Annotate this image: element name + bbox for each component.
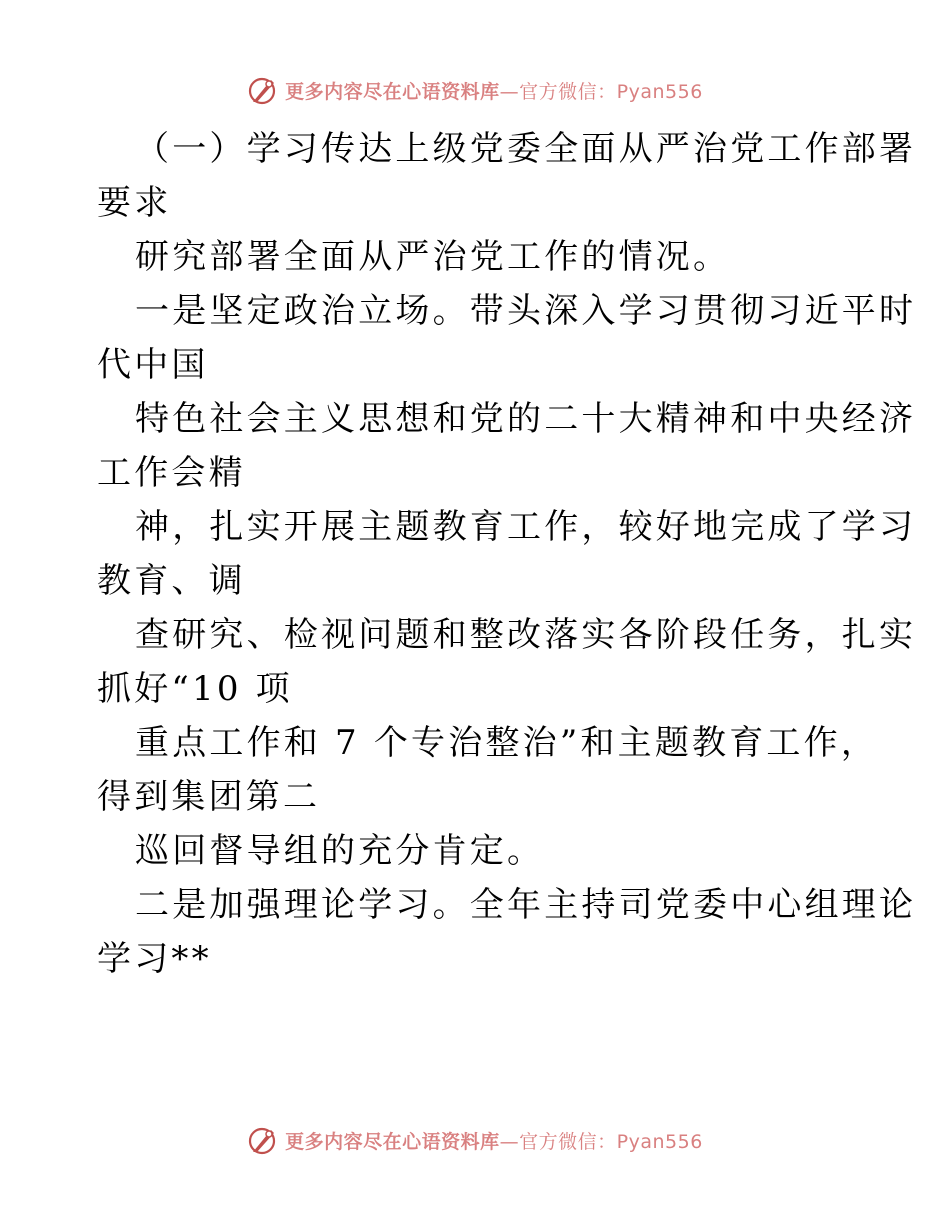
watermark-contact: —官方微信：Pyan556 [499, 1130, 703, 1153]
watermark-text [285, 77, 703, 104]
text-line: 代中国 [97, 345, 209, 385]
text-line: 神，扎实开展主题教育工作，较好地完成了学习 [135, 507, 917, 547]
quill-pen-logo-icon [247, 74, 279, 106]
text-line: 巡回督导组的充分肯定。 [135, 831, 545, 871]
text-line: 特色社会主义思想和党的二十大精神和中央经济 [135, 399, 917, 439]
quill-pen-logo-icon [247, 1124, 279, 1156]
text-line: 学习** [97, 939, 212, 979]
text-line: 二是加强理论学习。全年主持司党委中心组理论 [135, 885, 917, 925]
watermark-brand: 更多内容尽在心语资料库 [285, 1130, 500, 1153]
watermark-header [0, 70, 950, 110]
text-line: （一）学习传达上级党委全面从严治党工作部署 [135, 129, 917, 169]
document-body [97, 122, 917, 986]
text-line: 抓好“10 项 [97, 669, 293, 709]
watermark-text [285, 1127, 703, 1154]
text-line: 重点工作和 7 个专治整治”和主题教育工作， [135, 723, 879, 763]
watermark-contact: —官方微信：Pyan556 [499, 80, 703, 103]
watermark-footer [0, 1120, 950, 1160]
text-line: 一是坚定政治立场。带头深入学习贯彻习近平时 [135, 291, 917, 331]
text-line: 查研究、检视问题和整改落实各阶段任务，扎实 [135, 615, 917, 655]
text-line: 得到集团第二 [97, 777, 321, 817]
text-line: 工作会精 [97, 453, 246, 493]
text-line: 教育、调 [97, 561, 246, 601]
watermark-brand: 更多内容尽在心语资料库 [285, 80, 500, 103]
text-line: 要求 [97, 183, 172, 223]
text-line: 研究部署全面从严治党工作的情况。 [135, 237, 731, 277]
